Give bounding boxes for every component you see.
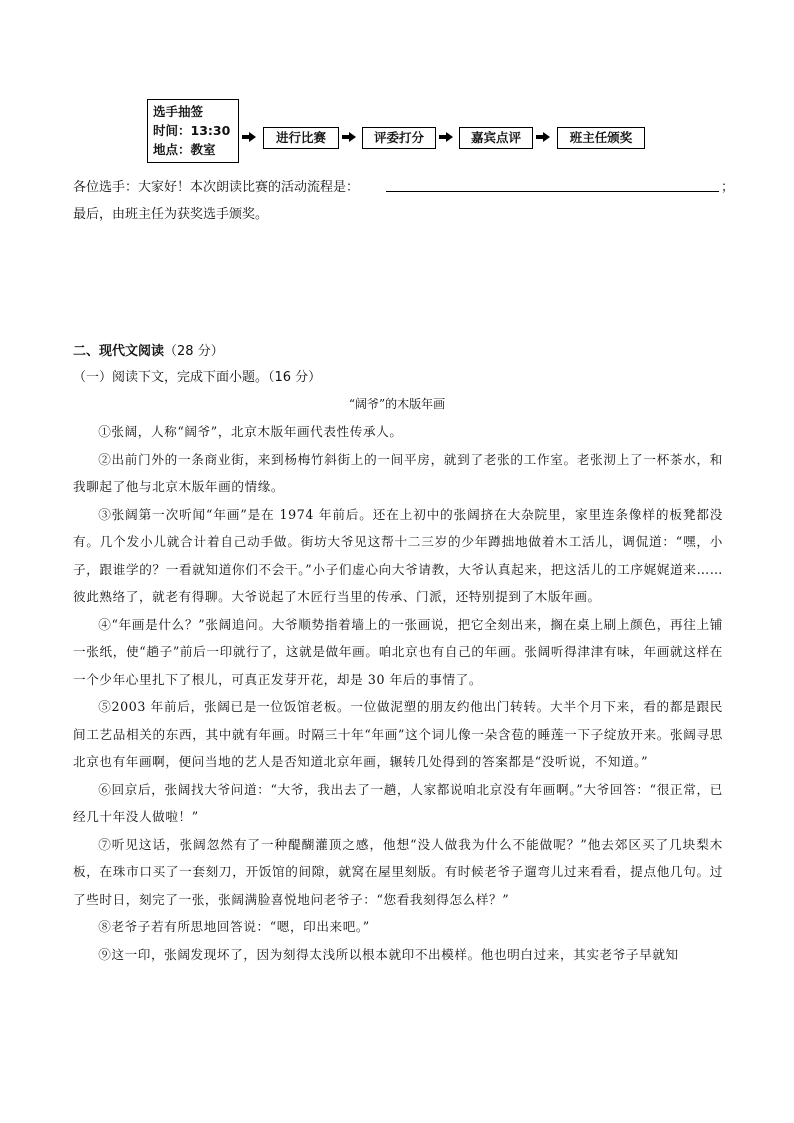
intro-line2: 最后，由班主任为获奖选手颁奖。 [73, 207, 269, 222]
passage-paragraph: ③张阔第一次听闻“年画”是在 1974 年前后。还在上初中的张阔挤在大杂院里，家里连条像样的板凳都没有。几个发小儿就合计着自己动手做。街坊大爷见这帮十二三岁的少年蹲拙地做着木工活儿，调侃道：“嘿，小子，跟谁学的？一看就知道你们不会干。”小子们虚心向大爷请教，大爷认真起来，把这活儿的工序娓娓道来……彼此熟络了，就老有得聊。大爷说起了木匠行当里的传承、门派，还特别提到了木版年画。 [73, 506, 723, 604]
arrow-icon [342, 132, 356, 142]
arrow-icon [242, 132, 256, 142]
intro-line1: 各位选手：大家好！本次朗读比赛的活动流程是： [73, 180, 360, 195]
passage-paragraph: ⑥回京后，张阔找大爷问道：“大爷，我出去了一趟，人家都说咱北京没有年画啊。”大爷回答：“很正常，已经几十年没人做啦！” [73, 781, 723, 824]
section-heading-score: （28 分） [164, 344, 224, 359]
flowchart-step-guest: 嘉宾点评 [459, 127, 533, 149]
flowchart-start-box [147, 99, 239, 163]
section-subheading: （一）阅读下文，完成下面小题。（16 分） [73, 370, 322, 385]
flowchart-step-compete: 进行比赛 [263, 127, 339, 149]
passage-title: “阔爷”的木版年画 [348, 397, 446, 411]
start-line-draw: 选手抽签 [153, 104, 204, 119]
section-heading [73, 340, 224, 359]
arrow-icon [536, 132, 550, 142]
passage-body [73, 418, 723, 968]
passage-paragraph: ⑦听见这话，张阔忽然有了一种醍醐灌顶之感，他想“没人做我为什么不能做呢？”他去郊区买了几块梨木板，在珠市口买了一套刻刀，开饭馆的间隙，就窝在屋里刻版。有时候老爷子遛弯儿过来看看，提点他几句。过了些时日，刻完了一张，张阔满脸喜悦地问老爷子：“您看我刻得怎么样？” [73, 836, 723, 907]
section-heading-text: 二、现代文阅读 [73, 344, 165, 359]
intro-line1-end: ； [721, 180, 735, 195]
passage-paragraph: ⑨这一印，张阔发现坏了，因为刻得太浅所以根本就印不出模样。他也明白过来，其实老爷子早就知 [98, 946, 679, 962]
answer-blank[interactable] [386, 191, 719, 192]
flowchart-step-judge: 评委打分 [362, 127, 436, 149]
passage-paragraph: ②出前门外的一条商业街，来到杨梅竹斜街上的一间平房，就到了老张的工作室。老张沏上了一杯茶水，和我聊起了他与北京木版年画的情缘。 [73, 451, 723, 494]
arrow-icon [439, 132, 453, 142]
start-line-place: 地点：教室 [153, 142, 216, 157]
passage-paragraph: ⑧老爷子若有所思地回答说：“嗯，印出来吧。” [98, 919, 370, 934]
passage-paragraph: ⑤2003 年前后，张阔已是一位饭馆老板。一位做泥塑的朋友约他出门转转。大半个月下来，看的都是跟民间工艺品相关的东西，其中就有年画。时隔三十年“年画”这个词儿像一朵含苞的睡莲一下子绽放开来。张阔寻思北京也有年画啊，便问当地的艺人是否知道北京年画，辗转几处得到的答案都是“没听说，不知道。” [73, 699, 723, 769]
flowchart-step-award: 班主任颁奖 [557, 127, 645, 149]
passage-paragraph: ④“年画是什么？”张阔追问。大爷顺势指着墙上的一张画说，把它全刻出来，搁在桌上刷上颜色，再往上铺一张纸，使“趟子”前后一印就行了，这就是做年画。咱北京也有自己的年画。张阔听得津津有味，年画就这样在一个少年心里扎下了根儿，可真正发芽开花，却是 30 年后的事情了。 [73, 616, 723, 687]
passage-paragraph: ①张阔，人称“阔爷”，北京木版年画代表性传承人。 [98, 424, 403, 439]
start-line-time: 时间：13:30 [153, 123, 231, 138]
